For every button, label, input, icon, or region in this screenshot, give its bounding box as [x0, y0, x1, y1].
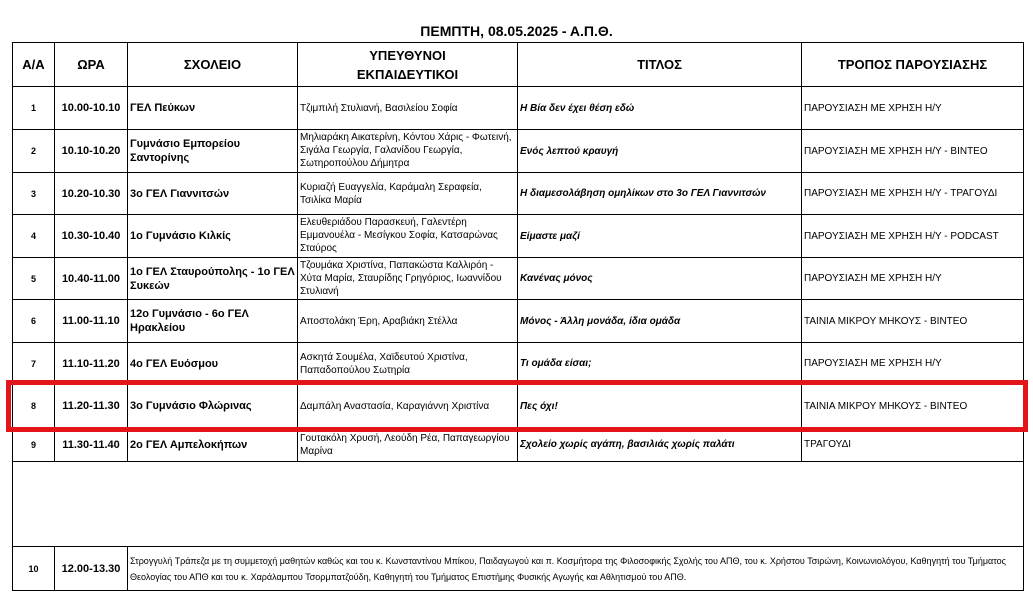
empty-cell: [13, 462, 1024, 547]
row-teachers: [298, 130, 518, 173]
row-num: 7: [13, 343, 55, 385]
row-teachers: Ασκητά Σουμέλα, Χαϊδευτού Χριστίνα, Παπαδοπούλου Σωτηρία: [298, 343, 518, 385]
header-row: [13, 43, 1024, 87]
row-school: 1ο Γυμνάσιο Κιλκίς: [128, 215, 298, 258]
row-mode: ΠΑΡΟΥΣΙΑΣΗ ΜΕ ΧΡΗΣΗ Η/Υ: [802, 343, 1024, 385]
row-title: Η διαμεσολάβηση ομηλίκων στο 3ο ΓΕΛ Γιαννιτσών: [518, 173, 802, 215]
row-time: 11.20-11.30: [55, 385, 128, 428]
row-time: 11.00-11.10: [55, 300, 128, 343]
row-school: 3ο Γυμνάσιο Φλώρινας: [128, 385, 298, 428]
row-school: 4ο ΓΕΛ Ευόσμου: [128, 343, 298, 385]
table-row: [13, 300, 1024, 343]
table-row: [13, 428, 1024, 462]
row-num: 3: [13, 173, 55, 215]
row-num: 2: [13, 130, 55, 173]
row-time: 11.30-11.40: [55, 428, 128, 462]
row-num: 5: [13, 258, 55, 300]
table-row-round-table: [13, 547, 1024, 591]
row-teachers: [298, 215, 518, 258]
row-num: 8: [13, 385, 55, 428]
row-time: 12.00-13.30: [55, 547, 128, 591]
table-row: [13, 343, 1024, 385]
row-time: 11.10-11.20: [55, 343, 128, 385]
row-teachers: Γουτακόλη Χρυσή, Λεούδη Ρέα, Παπαγεωργίου Μαρίνα: [298, 428, 518, 462]
table-row: [13, 173, 1024, 215]
row-school: ΓΕΛ Πεύκων: [128, 87, 298, 130]
table-row: [13, 87, 1024, 130]
header-teachers-line1: ΥΠΕΥΘΥΝΟΙ: [369, 47, 446, 63]
row-teachers: [298, 258, 518, 300]
row-time: 10.40-11.00: [55, 258, 128, 300]
row-title: Πες όχι!: [518, 385, 802, 428]
row-num: 9: [13, 428, 55, 462]
row-num: 6: [13, 300, 55, 343]
row-title: Μόνος - Άλλη μονάδα, ίδια ομάδα: [518, 300, 802, 343]
row-school: Γυμνάσιο Εμπορείου Σαντορίνης: [128, 130, 298, 173]
row-title: Η Βία δεν έχει θέση εδώ: [518, 87, 802, 130]
row-teachers: Δαμπάλη Αναστασία, Καραγιάννη Χριστίνα: [298, 385, 518, 428]
row-time: 10.20-10.30: [55, 173, 128, 215]
table-row-highlighted: [13, 385, 1024, 428]
row-school: 1ο ΓΕΛ Σταυρούπολης - 1ο ΓΕΛ Συκεών: [128, 258, 298, 300]
table-row-empty: [13, 462, 1024, 547]
row-mode: ΠΑΡΟΥΣΙΑΣΗ ΜΕ ΧΡΗΣΗ Η/Υ - ΤΡΑΓΟΥΔΙ: [802, 173, 1024, 215]
row-teachers-text: Ελευθεριάδου Παρασκευή, Γαλεντέρη Εμμανουέλα - Μεσίγκου Σοφία, Κατσαρώνας Σταύρος: [300, 217, 498, 254]
row-title: Ενός λεπτού κραυγή: [518, 130, 802, 173]
row-title: Τι ομάδα είσαι;: [518, 343, 802, 385]
row-time: 10.30-10.40: [55, 215, 128, 258]
row-mode: ΠΑΡΟΥΣΙΑΣΗ ΜΕ ΧΡΗΣΗ Η/Υ: [802, 87, 1024, 130]
row-mode: ΠΑΡΟΥΣΙΑΣΗ ΜΕ ΧΡΗΣΗ Η/Υ: [802, 258, 1024, 300]
header-mode: ΤΡΟΠΟΣ ΠΑΡΟΥΣΙΑΣΗΣ: [802, 43, 1024, 87]
row-teachers: Κυριαζή Ευαγγελία, Καράμαλη Σεραφεία, Τσιλίκα Μαρία: [298, 173, 518, 215]
row-mode: ΤΡΑΓΟΥΔΙ: [802, 428, 1024, 462]
row-time: 10.10-10.20: [55, 130, 128, 173]
header-teachers: [298, 43, 518, 87]
row-teachers-text: Τζουμάκα Χριστίνα, Παπακώστα Καλλιρόη - Χύτα Μαρία, Σταυρίδης Γρηγόριος, Ιωαννίδου Στυλιανή: [300, 259, 502, 297]
row-mode: ΤΑΙΝΙΑ ΜΙΚΡΟΥ ΜΗΚΟΥΣ - ΒΙΝΤΕΟ: [802, 385, 1024, 428]
row-school: 12ο Γυμνάσιο - 6ο ΓΕΛ Ηρακλείου: [128, 300, 298, 343]
row-title: Σχολείο χωρίς αγάπη, βασιλιάς χωρίς παλάτι: [518, 428, 802, 462]
row-time: 10.00-10.10: [55, 87, 128, 130]
header-title: ΤΙΤΛΟΣ: [518, 43, 802, 87]
page-title: ΠΕΜΠΤΗ, 08.05.2025 - Α.Π.Θ.: [420, 23, 613, 39]
row-school: 3ο ΓΕΛ Γιαννιτσών: [128, 173, 298, 215]
row-mode: ΤΑΙΝΙΑ ΜΙΚΡΟΥ ΜΗΚΟΥΣ - ΒΙΝΤΕΟ: [802, 300, 1024, 343]
row-num: 10: [13, 547, 55, 591]
row-mode: ΠΑΡΟΥΣΙΑΣΗ ΜΕ ΧΡΗΣΗ Η/Υ - PODCAST: [802, 215, 1024, 258]
schedule-table: [12, 42, 1024, 591]
table-row: [13, 258, 1024, 300]
row-title: Είμαστε μαζί: [518, 215, 802, 258]
header-time: ΩΡΑ: [55, 43, 128, 87]
row-teachers: Αποστολάκη Έρη, Αραβιάκη Στέλλα: [298, 300, 518, 343]
table-row: [13, 130, 1024, 173]
header-teachers-line2: ΕΚΠΑΙΔΕΥΤΙΚΟΙ: [356, 66, 459, 82]
round-table-description: Στρογγυλή Τράπεζα με τη συμμετοχή μαθητών καθώς και του κ. Κωνσταντίνου Μπίκου, Παιδαγωγού και π. Κοσμήτορα της Φιλοσοφικής Σχολής του ΑΠΘ, του κ. Χρήστου Τσιρώνη, Κοινωνιολόγου, Καθηγητή του Τμήματος Θεολογίας του ΑΠΘ και του κ. Χαράλαμπου Τσορμπατζούδη, Καθηγητή του Τμήματος Επιστήμης Φυσικής Αγωγής και Αθλητισμού του ΑΠΘ.: [128, 547, 1024, 591]
row-num: 4: [13, 215, 55, 258]
row-mode: ΠΑΡΟΥΣΙΑΣΗ ΜΕ ΧΡΗΣΗ Η/Υ - ΒΙΝΤΕΟ: [802, 130, 1024, 173]
row-teachers: Τζιμπιλή Στυλιανή, Βασιλείου Σοφία: [298, 87, 518, 130]
row-num: 1: [13, 87, 55, 130]
table-row: [13, 215, 1024, 258]
header-num: Α/Α: [13, 43, 55, 87]
header-school: ΣΧΟΛΕΙΟ: [128, 43, 298, 87]
row-school: 2ο ΓΕΛ Αμπελοκήπων: [128, 428, 298, 462]
row-title: Κανένας μόνος: [518, 258, 802, 300]
row-teachers-text: Μηλιαράκη Αικατερίνη, Κόντου Χάρις - Φωτεινή, Σιγάλα Γεωργία, Γαλανίδου Γεωργία, Σωτηροπούλου Δήμητρα: [300, 132, 512, 169]
